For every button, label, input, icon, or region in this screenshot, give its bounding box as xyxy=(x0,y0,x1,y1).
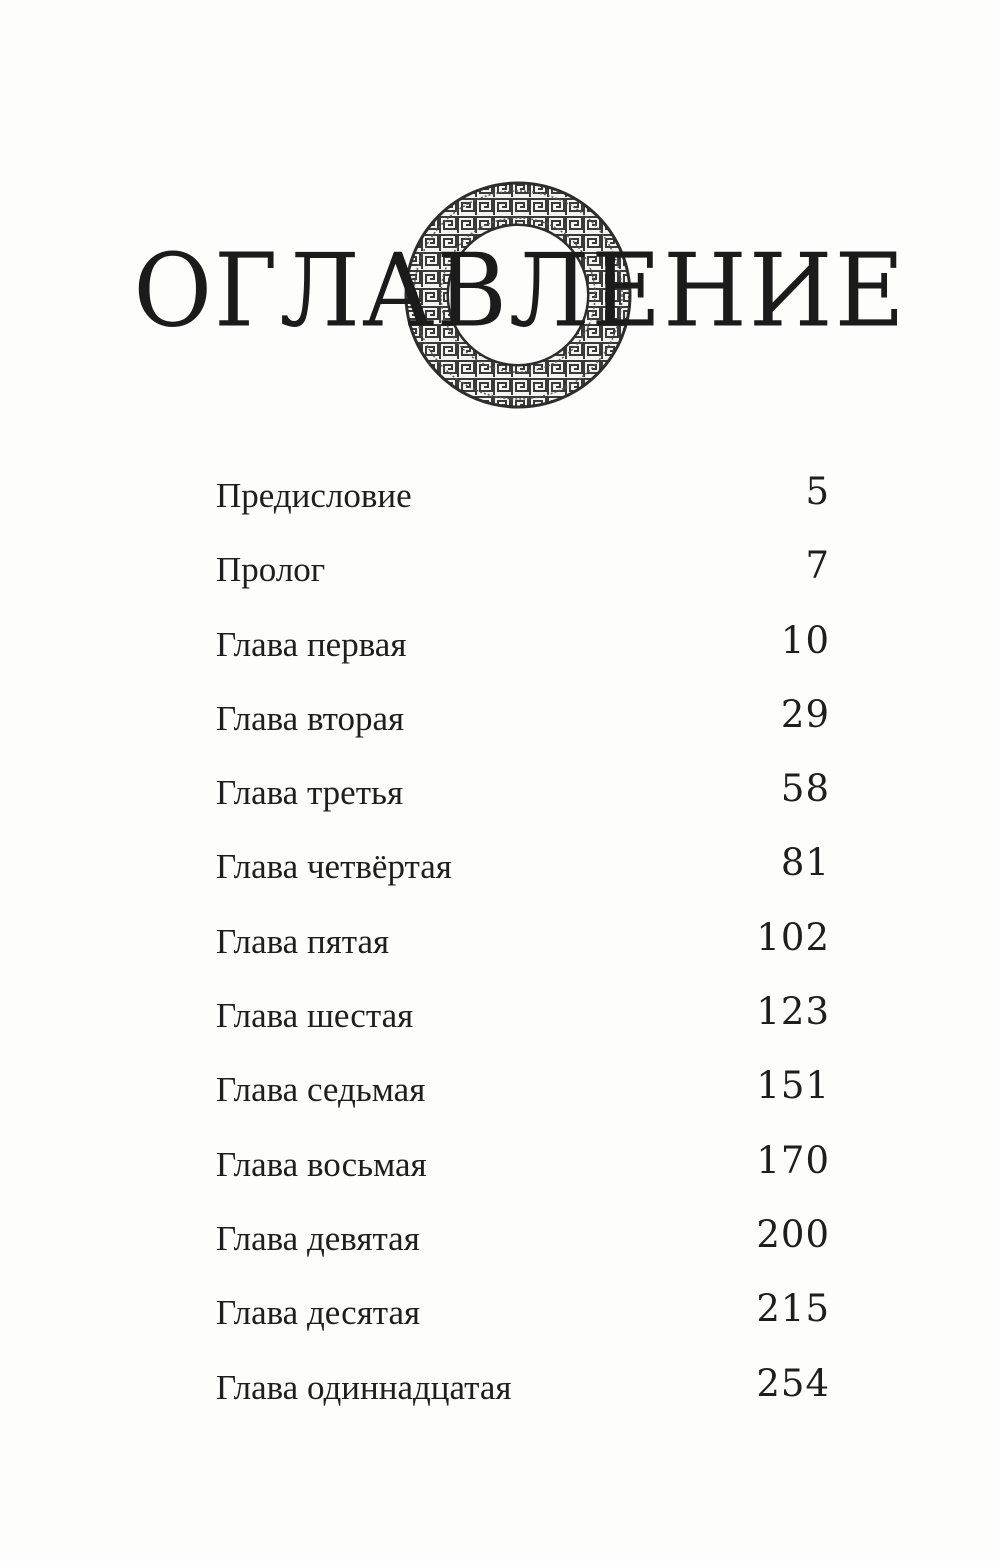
toc-entry[interactable] xyxy=(216,990,830,1064)
toc-entry[interactable] xyxy=(216,1064,830,1138)
toc-entry[interactable] xyxy=(216,1287,830,1361)
toc-entry-title: Глава одиннадцатая xyxy=(216,1367,512,1407)
toc-entry-title: Глава третья xyxy=(216,773,404,813)
toc-entry-title: Глава первая xyxy=(216,624,407,664)
toc-entry-title: Предисловие xyxy=(216,476,412,515)
page-title: ОГЛАВЛЕНИЕ xyxy=(133,232,907,350)
toc-entry-page-number: 102 xyxy=(756,915,830,959)
toc-entry-page-number: 170 xyxy=(756,1138,830,1182)
toc-entry[interactable] xyxy=(216,1362,830,1436)
toc-entry-page-number: 200 xyxy=(756,1212,830,1256)
toc-entry[interactable] xyxy=(216,841,830,915)
toc-entry-title: Глава шестая xyxy=(216,996,414,1036)
toc-entry-title: Глава четвёртая xyxy=(216,847,452,887)
toc-entry-title: Глава восьмая xyxy=(216,1144,427,1184)
toc-entry[interactable] xyxy=(216,1139,830,1213)
toc-entry[interactable] xyxy=(216,619,830,693)
toc-entry-title: Глава седьмая xyxy=(216,1070,426,1110)
toc-entry[interactable] xyxy=(216,767,830,841)
toc-entry-title: Пролог xyxy=(216,550,326,590)
toc-entry-page-number: 5 xyxy=(805,470,830,513)
toc-entry[interactable] xyxy=(216,1213,830,1287)
toc-entry-page-number: 215 xyxy=(756,1287,830,1331)
toc-entry[interactable] xyxy=(216,544,830,618)
toc-entry[interactable] xyxy=(216,470,830,544)
toc-entry[interactable] xyxy=(216,916,830,990)
toc-entry-page-number: 58 xyxy=(780,767,830,811)
toc-entry-page-number: 10 xyxy=(780,618,830,662)
toc-entry-page-number: 29 xyxy=(780,692,830,736)
toc-entry-page-number: 7 xyxy=(805,544,830,588)
toc-entry-title: Глава десятая xyxy=(216,1293,421,1333)
toc-entry-title: Глава пятая xyxy=(216,921,390,961)
toc-entry-page-number: 254 xyxy=(756,1361,830,1405)
toc-entry-page-number: 151 xyxy=(756,1064,830,1108)
toc-entry[interactable] xyxy=(216,693,830,767)
table-of-contents xyxy=(216,470,830,1436)
toc-entry-page-number: 81 xyxy=(780,841,830,885)
toc-entry-title: Глава девятая xyxy=(216,1218,420,1258)
toc-entry-title: Глава вторая xyxy=(216,698,405,738)
toc-entry-page-number: 123 xyxy=(756,990,830,1034)
